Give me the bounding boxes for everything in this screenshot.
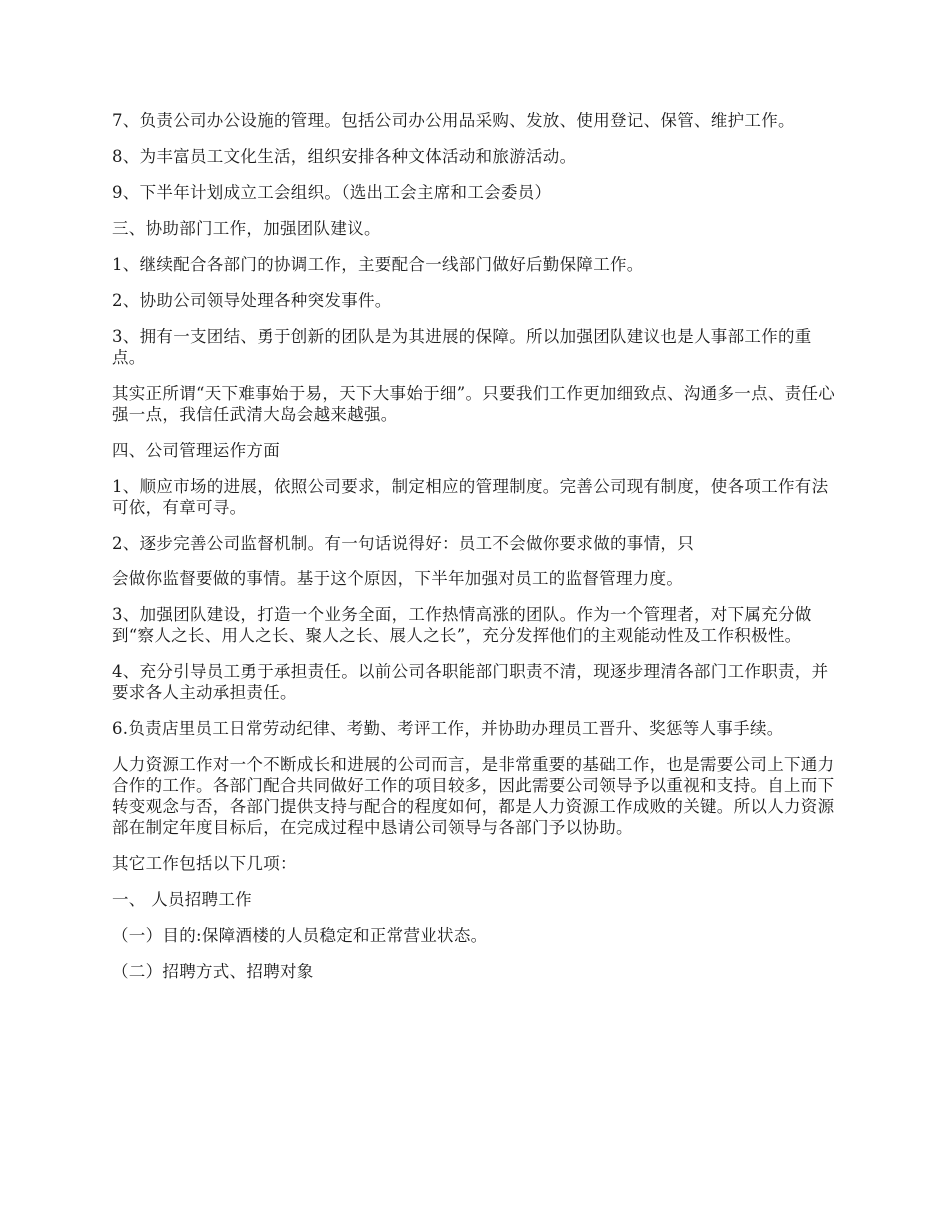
paragraph-responsibility: 4、充分引导员工勇于承担责任。以前公司各职能部门职责不清，现逐步理清各部门工作职责，并要求各人主动承担责任。 [112,662,829,702]
paragraph-management-system: 1、顺应市场的进展，依照公司要求，制定相应的管理制度。完善公司现有制度，使各项工作有法可依，有章可寻。 [112,477,829,517]
paragraph-emergencies: 2、协助公司领导处理各种突发事件。 [112,291,392,310]
paragraph-recruitment-method: （二）招聘方式、招聘对象 [112,962,314,981]
paragraph-coordination: 1、继续配合各部门的协调工作，主要配合一线部门做好后勤保障工作。 [112,255,644,274]
paragraph-staff-discipline: 6.负责店里员工日常劳动纪律、考勤、考评工作，并协助办理员工晋升、奖惩等人事手续。 [112,719,784,738]
section-heading-team-support: 三、协助部门工作，加强团队建议。 [112,219,381,238]
paragraph-union-plan: 9、下半年计划成立工会组织。（选出工会主席和工会委员） [112,183,552,202]
paragraph-other-work: 其它工作包括以下几项： [112,854,297,873]
paragraph-hr-summary: 人力资源工作对一个不断成长和进展的公司而言，是非常重要的基础工作，也是需要公司上下通力合作的工作。各部门配合共同做好工作的项目较多，因此需要公司领导予以重视和支持。自上而下转变观念与否，各部门提供支持与配合的程度如何，都是人力资源工作成败的关键。所以人力资源部在制定年度目标后，在完成过程中恳请公司领导与各部门予以协助。 [112,755,835,837]
document-page [112,110,840,997]
section-heading-management: 四、公司管理运作方面 [112,441,280,460]
paragraph-supervision-part1: 2、逐步完善公司监督机制。有一句话说得好：员工不会做你要求做的事情，只 [112,534,694,553]
paragraph-staff-activities: 8、为丰富员工文化生活，组织安排各种文体活动和旅游活动。 [112,147,577,166]
paragraph-office-facilities: 7、负责公司办公设施的管理。包括公司办公用品采购、发放、使用登记、保管、维护工作。 [112,111,795,130]
paragraph-recruitment-purpose: （一）目的:保障酒楼的人员稳定和正常营业状态。 [112,926,488,945]
paragraph-team-construction: 3、加强团队建设，打造一个业务全面，工作热情高涨的团队。作为一个管理者，对下属充分做到“察人之长、用人之长、聚人之长、展人之长”，充分发挥他们的主观能动性及工作积极性。 [112,605,812,645]
section-heading-recruitment: 一、 人员招聘工作 [112,890,252,909]
paragraph-supervision-part2: 会做你监督要做的事情。基于这个原因，下半年加强对员工的监督管理力度。 [112,569,684,588]
paragraph-quote: 其实正所谓“天下难事始于易，天下大事始于细”。只要我们工作更加细致点、沟通多一点、责任心强一点，我信任武清大岛会越来越强。 [112,384,836,424]
paragraph-team-building: 3、拥有一支团结、勇于创新的团队是为其进展的保障。所以加强团队建议也是人事部工作的重点。 [112,327,812,367]
